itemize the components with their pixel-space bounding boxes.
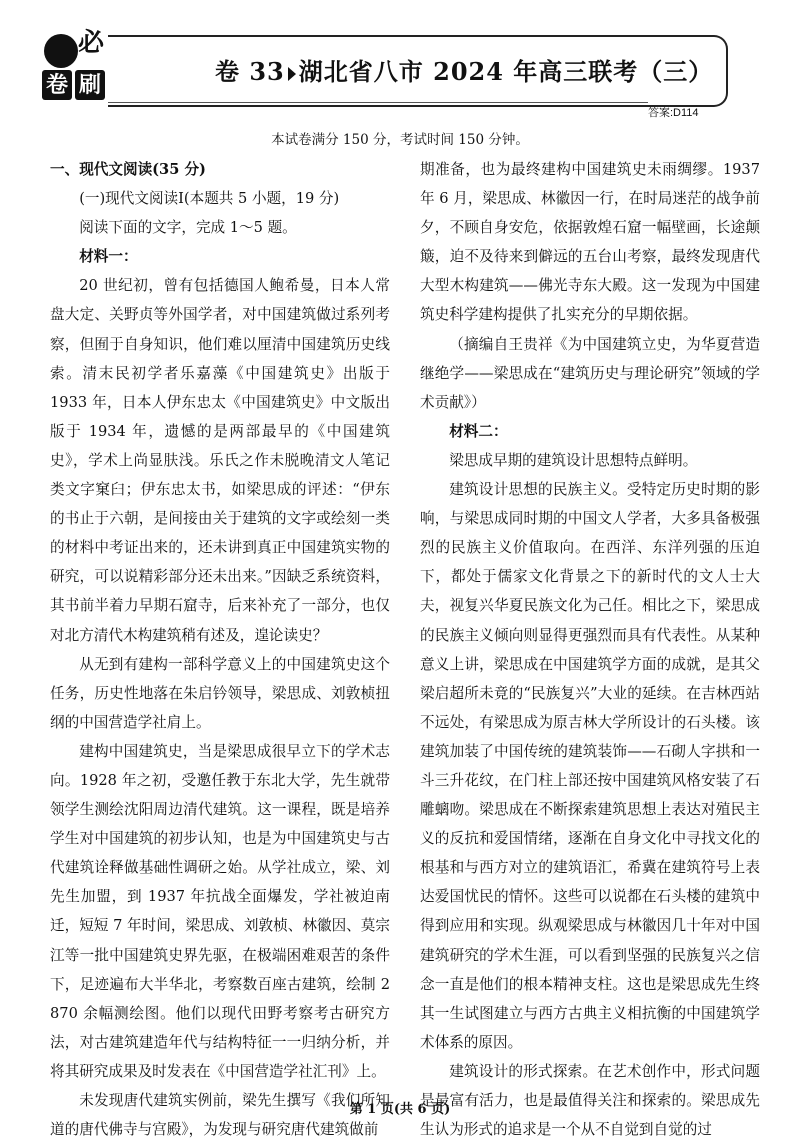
paragraph: 建筑设计思想的民族主义。受特定历史时期的影响，与梁思成同时期的中国文人学者，大多具备极强烈的民族主义价值取向。在西洋、东洋列强的压迫下，都处于儒家文化背景之下的新时代的文人士大夫，视复兴华夏民族文化为己任。相比之下，梁思成的民族主义倾向则显得更强烈而具有代表性。从某种意义上讲，梁思成在中国建筑学方面的成就，是其父梁启超所未竟的“民族复兴”大业的延续。在吉林西站不远处，有梁思成为原吉林大学所设计的石头楼。该建筑加装了中国传统的建筑装饰——石砌人字拱和一斗三升花纹，在门柱上部还按中国建筑风格安装了石雕螭吻。梁思成在不断探索建筑思想上表达对殖民主义的反抗和爱国情绪，逐渐在自身文化中寻找文化的根基和与西方对立的建筑语汇，希冀在建筑符号上表达爱国忧民的情怀。这些可以说都在石头楼的建筑中得到应用和实现。纵观梁思成与林徽因几十年对中国建筑研究的学术生涯，可以看到坚强的民族复兴之信念一直是他们的根本精神支柱。这也是梁思成先生终其一生试图建立与西方古典主义相抗衡的中国建筑学术体系的原因。 <box>420 481 760 1051</box>
material-heading: 材料一： <box>79 248 138 266</box>
paragraph: 建构中国建筑史，当是梁思成很早立下的学术志向。1928 年之初，受邀任教于东北大学，先生就带领学生测绘沈阳周边清代建筑。这一课程，既是培养学生对中国建筑的初步认知，也是为中国建筑史与古代建筑诠释做基础性调研之始。从学社成立，梁、刘先生加盟，到 1937 年抗战全面爆发，学社被迫南迁，短短 7 年时间，梁思成、刘敦桢、林徽因、莫宗江等一批中国建筑史界先驱，在极端困难艰苦的条件下，足迹遍布大半华北，考察数百座古建筑，绘制 2 870 余幅测绘图。他们以现代田野考察考古研究方法，对古建筑建造年代与结构特征一一归纳分析，并将其研究成果及时发表在《中国营造学社汇刊》上。 <box>50 742 390 1080</box>
paragraph: 期准备，也为最终建构中国建筑史未雨绸缪。1937 年 6 月，梁思成、林徽因一行，在时局迷茫的战争前夕，不顾自身安危，依据敦煌石窟一幅壁画，长途颠簸，迫不及待来到僻远的五台山考察，最终发现唐代大型木构建筑——佛光寺东大殿。这一发现为中国建筑史科学建构提供了扎实充分的早期依据。 <box>420 161 760 324</box>
page-title <box>215 52 713 87</box>
exam-notice: 本试卷满分 150 分，考试时间 150 分钟。 <box>271 132 529 148</box>
paragraph: 从无到有建构一部科学意义上的中国建筑史这个任务，历史性地落在朱启钤领导，梁思成、刘敦桢扭纲的中国营造学社肩上。 <box>50 655 390 731</box>
page-number: 第 1 页(共 6 页) <box>349 1102 451 1117</box>
right-column <box>420 155 760 1144</box>
paragraph: 梁思成早期的建筑设计思想特点鲜明。 <box>449 451 698 469</box>
header-divider <box>108 102 648 103</box>
logo-char-bi: 必 <box>78 28 105 58</box>
brand-emblem <box>44 34 78 68</box>
title-volume: 卷 33 <box>215 57 285 86</box>
source-citation: （摘编自王贵祥《为中国建筑立史，为华夏营造继绝学——梁思成在“建筑历史与理论研究”领域的学术贡献》） <box>420 335 760 411</box>
left-column <box>50 155 390 1144</box>
paragraph: 建筑设计的形式探索。在艺术创作中，形式问题是最富有活力，也是最值得关注和探索的。梁思成先生认为形式的追求是一个从不自觉到自觉的过 <box>420 1062 760 1139</box>
brand-logo <box>42 28 106 102</box>
paragraph: 20 世纪初，曾有包括德国人鲍希曼，日本人常盘大定、关野贞等外国学者，对中国建筑做过系列考察，但囿于自身知识，他们难以厘清中国建筑历史线索。清末民初学者乐嘉藻《中国建筑史》出版于 1933 年，日本人伊东忠太《中国建筑史》中文版出版于 1934 年，遗憾的是两部最早的《中国建筑史》，学术上尚显肤浅。乐氏之作未脱晚清文人笔记类文字窠臼；伊东忠太书，如梁思成的评述：“伊东的书止于六朝，是间接由关于建筑的文字或绘刻一类的材料中考证出来的，还未讲到真正中国建筑实物的研究，可以说精彩部分还未出来。”因缺乏系统资料，其书前半着力早期石窟寺，后来补充了一部分，也仅对北方清代木构建筑稍有述及，遑论读史？ <box>50 277 390 644</box>
answer-code: 答案:D114 <box>648 107 699 119</box>
paragraph: 未发现唐代建筑实例前，梁先生撰写《我们所知道的唐代佛寺与宫殿》，为发现与研究唐代建筑做前 <box>50 1092 390 1139</box>
logo-char-juan: 卷 <box>42 70 72 100</box>
material-heading: 材料二： <box>449 422 508 440</box>
subsection-heading: (一)现代文阅读Ⅰ(本题共 5 小题，19 分) <box>79 190 340 208</box>
section-heading: 一、现代文阅读(35 分) <box>50 161 206 178</box>
instruction: 阅读下面的文字，完成 1～5 题。 <box>79 219 297 237</box>
triangle-icon <box>288 67 296 81</box>
logo-char-shua: 刷 <box>75 70 105 100</box>
title-exam: 湖北省八市 2024 年高三联考（三） <box>298 57 714 86</box>
